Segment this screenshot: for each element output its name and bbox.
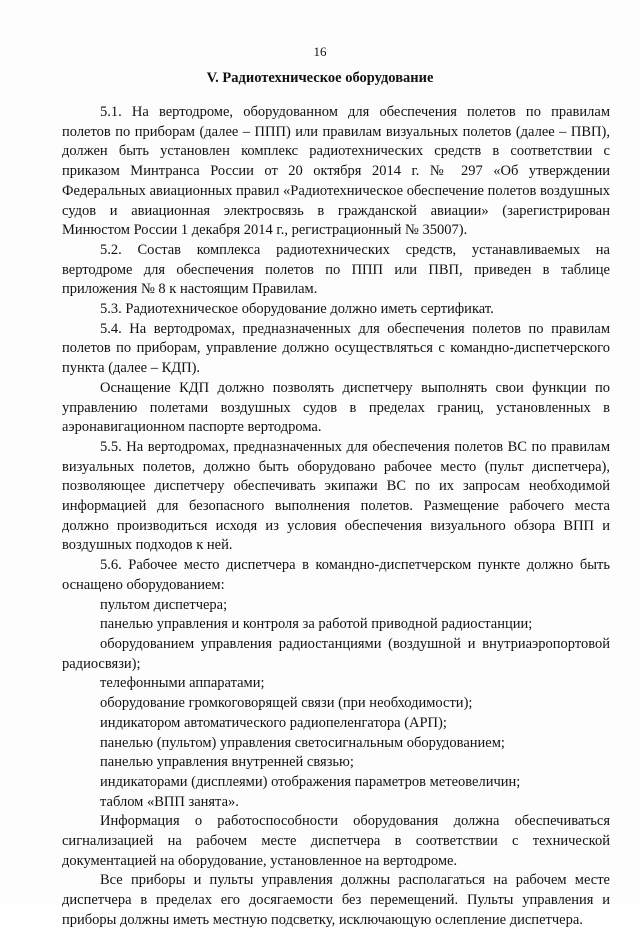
paragraph-5-6: 5.6. Рабочее место диспетчера в командно-диспетчерском пункте должно быть оснащено оборудованием:: [62, 557, 610, 593]
paragraph-5-3: 5.3. Радиотехническое оборудование должно иметь сертификат.: [100, 301, 494, 318]
paragraph-signalling: Информация о работоспособности оборудования должна обеспечиваться сигнализацией на рабочем месте диспетчера в соответствии с технической документацией на оборудование, установленное на вертодроме.: [62, 813, 610, 869]
list-item: индикаторами (дисплеями) отображения параметров метеовеличин;: [100, 773, 521, 790]
list-item: панелью (пультом) управления светосигнальным оборудованием;: [100, 734, 505, 751]
paragraph-kdp-equipment: Оснащение КДП должно позволять диспетчеру выполнять свои функции по управлению полетами воздушных судов в пределах границ, установленных в аэронавигационном паспорте вертодрома.: [62, 379, 610, 436]
section-heading: V. Радиотехническое оборудование: [206, 70, 434, 86]
paragraph-placement: Все приборы и пульты управления должны располагаться на рабочем месте диспетчера в пределах его досягаемости без перемещений. Пульты управления и приборы должны иметь местную подсветку, исключающую ослепление диспетчера.: [62, 872, 610, 928]
paragraph-5-1: 5.1. На вертодроме, оборудованном для обеспечения полетов по правилам полетов по приборам (далее – ППП) или правилам визуальных полетов (далее – ПВП), должен быть установлен комплекс радиотехнических средств в соответствии с приказом Минтранса России от 20 октября 2014 г. № 297 «Об утверждении Федеральных авиационных правил «Радиотехническое обеспечение полетов воздушных судов и авиационная электросвязь в гражданской авиации» (зарегистрирован Минюстом России 1 декабря 2014 г., регистрационный № 35007).: [62, 104, 610, 239]
list-item: панелью управления внутренней связью;: [100, 754, 354, 771]
list-item: оборудованием управления радиостанциями (воздушной и внутриаэропортовой радиосвязи);: [62, 635, 610, 672]
paragraph-5-2: 5.2. Состав комплекса радиотехнических средств, устанавливаемых на вертодроме для обеспечения полетов по ППП или ПВП, приведен в таблице приложения № 8 к настоящим Правилам.: [62, 241, 610, 298]
list-item: таблом «ВПП занята».: [100, 793, 239, 810]
paragraph-5-5: 5.5. На вертодромах, предназначенных для обеспечения полетов ВС по правилам визуальных полетов, должно быть оборудовано рабочее место (пульт диспетчера), позволяющее диспетчеру обеспечивать экипажи ВС по их запросам необходимой информацией для безопасного выполнения полетов. Размещение рабочего места должно производиться исходя из условия обеспечения визуального обзора ВПП и воздушных подходов к ней.: [62, 438, 610, 554]
document-body: [62, 103, 610, 931]
list-item: пультом диспетчера;: [100, 596, 228, 613]
list-item: телефонными аппаратами;: [100, 675, 265, 692]
paragraph-5-4: 5.4. На вертодромах, предназначенных для обеспечения полетов по правилам полетов по приборам, управление должно осуществляться с командно-диспетчерского пункта (далее – КДП).: [62, 320, 610, 377]
list-item: индикатором автоматического радиопеленгатора (АРП);: [100, 714, 447, 731]
list-item: панелью управления и контроля за работой приводной радиостанции;: [100, 616, 533, 633]
list-item: оборудование громкоговорящей связи (при необходимости);: [100, 695, 473, 712]
page-number: 16: [313, 44, 327, 59]
